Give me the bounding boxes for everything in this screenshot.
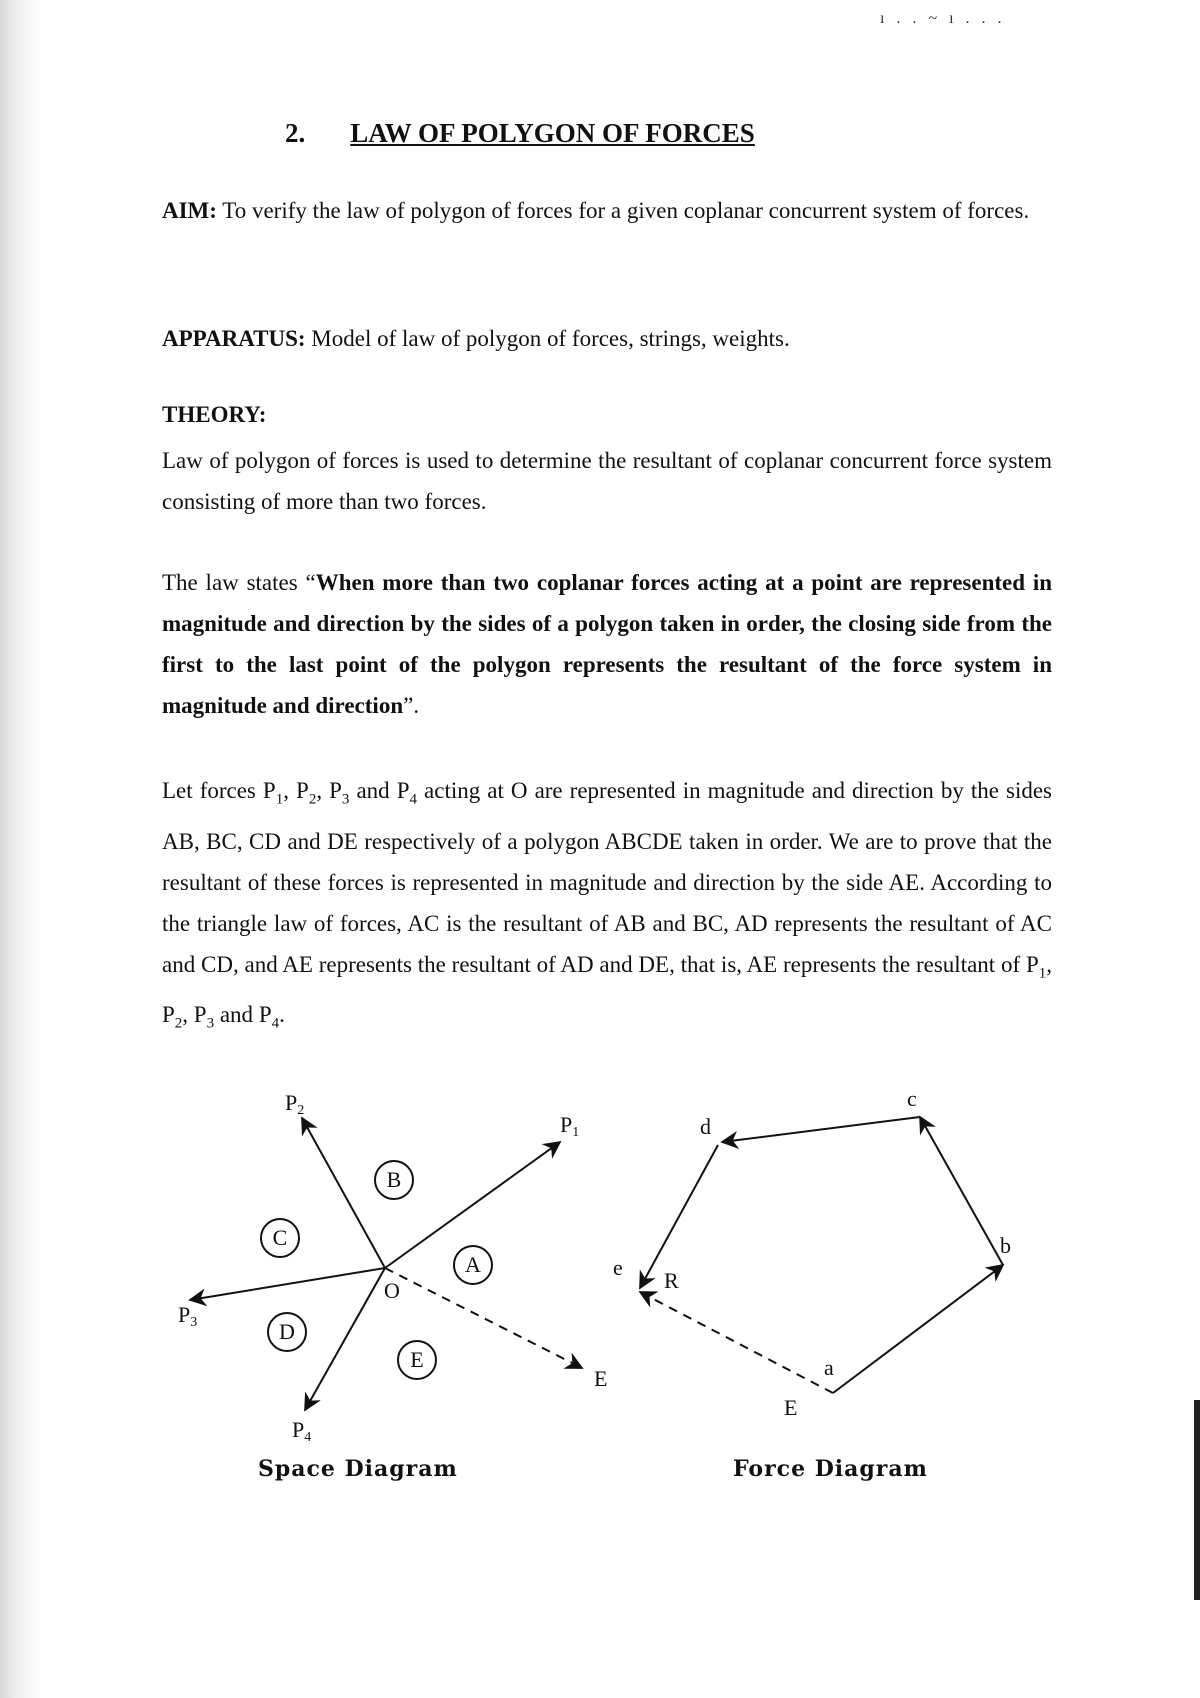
- heading-title: LAW OF POLYGON OF FORCES: [350, 118, 755, 148]
- label-d: d: [700, 1114, 711, 1139]
- force-p3-symbol: P: [193, 1002, 207, 1028]
- circle-label-b: B: [386, 1167, 402, 1192]
- proof-end: .: [279, 1002, 285, 1028]
- label-r: R: [664, 1268, 679, 1293]
- theory-text: Law of polygon of forces is used to determine the resultant of coplanar concurrent force system consisting of more than two forces.: [162, 448, 1052, 514]
- force-p2-sub: 2: [308, 791, 317, 808]
- comma: ,: [1046, 951, 1052, 977]
- proof-text-1: Let forces: [162, 778, 263, 803]
- label-a: a: [824, 1355, 834, 1380]
- label-p3: P3: [178, 1302, 198, 1330]
- side-bc: [920, 1117, 1003, 1265]
- force-line-p1: [385, 1142, 560, 1268]
- force-p2-symbol: P: [162, 1002, 175, 1028]
- force-diagram: [640, 1117, 1003, 1393]
- force-line-p3: [190, 1268, 385, 1300]
- comma: ,: [182, 1002, 194, 1028]
- force-p2-symbol: P: [296, 778, 309, 803]
- proof-text-2: acting at O are represented in magnitude and direction by the sides AB, BC, CD and DE respectively of a polygon ABCDE taken in order. We are to prove that the resultant of these forces is represented in magnitude and direction by the side AE. According to the triangle law of forces, AC is the resultant of AB and BC, AD represents the resultant of AC and CD, and AE represents the resultant of AD and DE, that is, AE represents the resultant of: [162, 778, 1052, 977]
- label-p1: P1: [560, 1112, 580, 1140]
- theory-label: THEORY:: [162, 402, 267, 427]
- side-cd: [722, 1117, 920, 1142]
- label-E-force: E: [784, 1395, 798, 1420]
- force-diagram-caption: Force Diagram: [733, 1456, 928, 1482]
- force-p4-symbol: P: [396, 778, 410, 803]
- label-o: O: [384, 1278, 400, 1303]
- comma: ,: [283, 778, 297, 803]
- label-p2: P2: [285, 1090, 305, 1118]
- label-e-space: E: [594, 1366, 608, 1391]
- force-p1-symbol: P: [1025, 951, 1039, 977]
- label-b: b: [1000, 1233, 1011, 1258]
- force-line-p2: [302, 1118, 385, 1268]
- force-p4-symbol: P: [258, 1002, 272, 1028]
- apparatus-text: Model of law of polygon of forces, strings, weights.: [311, 326, 790, 351]
- heading-number: 2.: [285, 118, 306, 148]
- comma: ,: [316, 778, 330, 803]
- circle-label-e: E: [410, 1347, 424, 1372]
- label-c: c: [907, 1086, 917, 1111]
- label-e-force: e: [613, 1255, 623, 1280]
- aim-text: To verify the law of polygon of forces for a given coplanar concurrent system of forces.: [222, 198, 1030, 223]
- law-end: ”.: [403, 693, 420, 718]
- and-word: and: [214, 1002, 259, 1028]
- side-de: [640, 1145, 718, 1288]
- aim-label: AIM:: [162, 198, 217, 223]
- law-intro: The law states “: [162, 570, 316, 595]
- force-diagram-labels: [613, 1086, 1011, 1420]
- force-p3-sub: 3: [206, 1015, 215, 1032]
- force-p3-symbol: P: [329, 778, 342, 803]
- force-p2-sub: 2: [174, 1015, 183, 1032]
- force-line-p4: [305, 1268, 385, 1410]
- force-p1-sub: 1: [275, 791, 284, 808]
- force-p4-sub: 4: [409, 791, 417, 808]
- force-p4-sub: 4: [271, 1015, 280, 1032]
- header-marks: ı . . ~ ı . . .: [880, 10, 1006, 27]
- force-p3-sub: 3: [341, 791, 350, 808]
- space-diagram: [190, 1118, 582, 1410]
- circle-label-a: A: [465, 1252, 481, 1277]
- force-p1-sub: 1: [1038, 965, 1047, 982]
- apparatus-label: APPARATUS:: [162, 326, 306, 351]
- circle-label-d: D: [279, 1319, 295, 1344]
- resultant-ae: [640, 1292, 833, 1393]
- label-p4: P4: [292, 1417, 312, 1445]
- space-diagram-labels: [178, 1090, 607, 1445]
- side-ab: [833, 1265, 1003, 1393]
- force-p1-symbol: P: [262, 778, 276, 803]
- space-diagram-caption: Space Diagram: [258, 1456, 458, 1482]
- law-statement: When more than two coplanar forces acting at a point are represented in magnitude and direction by the sides of a polygon taken in order, the closing side from the first to the last point of the polygon represents the resultant of the force system in magnitude and direction: [162, 570, 1052, 718]
- circle-label-c: C: [272, 1225, 288, 1250]
- and-word: and: [349, 778, 397, 803]
